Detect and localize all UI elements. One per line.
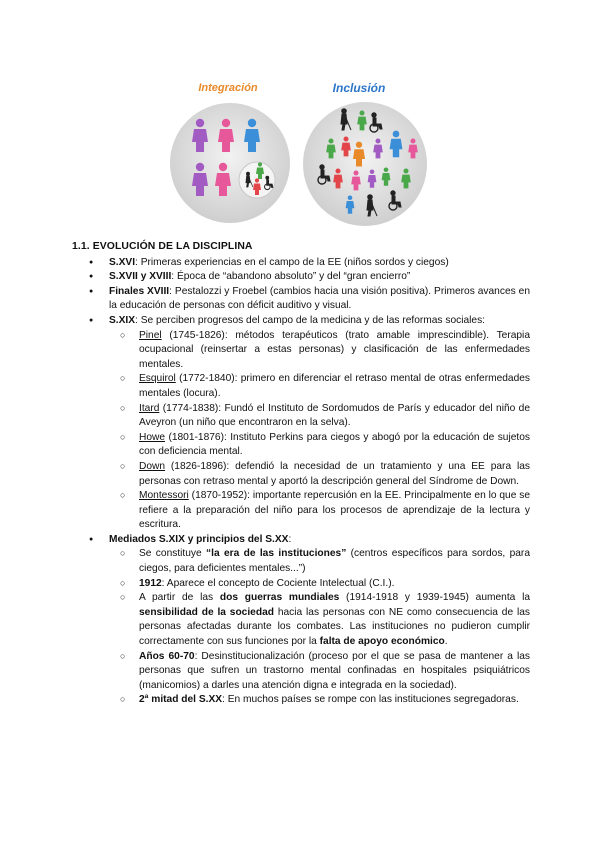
- sublist-item-pinel: ○ Pinel (1745-1826): métodos terapéuticos (trato amable imprescindible). Terapia ocupacional (reinsertar a estas personas) y clasificación de las enfermedades mentales.: [109, 329, 530, 373]
- sublist-item-1912: ○ 1912: Aparece el concepto de Cociente Intelectual (C.I.).: [109, 577, 530, 592]
- evolution-list: [72, 256, 530, 708]
- sublist-item-6070: ○ Años 60-70: Desinstitucionalización (proceso por el que se pasa de mantener a las personas que sufren un trastorno mental confinadas en hospitales psiquiátricos (manicomios) a darles una atención digna e integrada en la sociedad).: [109, 650, 530, 694]
- document-body: [72, 240, 530, 708]
- sublist-item-itard: ○ Itard (1774-1838): Fundó el Instituto de Sordomudos de París y educador del niño de Aveyron (un niño que encontraron en la selva).: [109, 402, 530, 431]
- inclusion-label: Inclusión: [332, 81, 386, 95]
- list-item-mediados: ● Mediados S.XIX y principios del S.XX: ○ Se constituye “la era de las instituciones” (centros específicos para sordos, para ciegos, para deficientes mentales...”) ○ 1912: Aparece el concepto de Cociente Intelectual (C.I.). ○ A partir de las dos guerras mundiales (1914-1918 y 1939-1945) aumenta la sensibilidad de la sociedad hacia las personas con NE como consecuencia de las personas afectadas durante los combates. Las instituciones no pudieron cumplir correctamente con sus funciones por la falta de apoyo económico. ○ Años 60-70: Desinstitucionalización (proceso por el que se pasa de mantener a las personas que sufren un trastorno mental confinadas en hospitales psiquiátricos (manicomios) a darles una atención digna e integrada en la sociedad). ○ 2ª mitad del S.XX: En muchos países se rompe con las instituciones segregadoras.: [72, 533, 530, 708]
- integration-label: Integración: [198, 82, 258, 94]
- sublist-item-esquirol: ○ Esquirol (1772-1840): primero en diferenciar el retraso mental de otras enfermedades mentales (locura).: [109, 372, 530, 401]
- list-item-s16: ● S.XVI: Primeras experiencias en el campo de la EE (niños sordos y ciegos): [72, 256, 530, 271]
- mediados-sublist: [109, 547, 530, 708]
- inclusion-circle: [303, 102, 427, 226]
- list-item-s17-18: ● S.XVII y XVIII: Época de “abandono absoluto” y del “gran encierro”: [72, 270, 530, 285]
- sublist-item-guerras: ○ A partir de las dos guerras mundiales (1914-1918 y 1939-1945) aumenta la sensibilidad de la sociedad hacia las personas con NE como consecuencia de las personas afectadas durante los combates. Las instituciones no pudieron cumplir correctamente con sus funciones por la falta de apoyo económico.: [109, 591, 530, 649]
- list-item-finales-18: ● Finales XVIII: Pestalozzi y Froebel (cambios hacia una visión positiva). Primeros avances en la educación de personas con déficit auditivo y visual.: [72, 285, 530, 314]
- integration-circle: [170, 103, 290, 223]
- s19-sublist: [109, 329, 530, 533]
- sublist-item-era: ○ Se constituye “la era de las instituciones” (centros específicos para sordos, para ciegos, para deficientes mentales...”): [109, 547, 530, 576]
- sublist-item-mitad-20: ○ 2ª mitad del S.XX: En muchos países se rompe con las instituciones segregadoras.: [109, 693, 530, 708]
- sublist-item-montessori: ○ Montessori (1870-1952): importante repercusión en la EE. Principalmente en lo que se refiere a la preparación del niño para los procesos de aprendizaje de la lectura y escritura.: [109, 489, 530, 533]
- list-item-s19: ● S.XIX: Se perciben progresos del campo de la medicina y de las reformas sociales: ○ Pinel (1745-1826): métodos terapéuticos (trato amable imprescindible). Terapia ocupacional (reinsertar a estas personas) y clasificación de las enfermedades mentales. ○ Esquirol (1772-1840): primero en diferenciar el retraso mental de otras enfermedades mentales (locura). ○ Itard (1774-1838): Fundó el Instituto de Sordomudos de París y educador del niño de Aveyron (un niño que encontraron en la selva). ○ Howe (1801-1876): Instituto Perkins para ciegos y abogó por la educación de sujetos con deficiencia mental. ○ Down (1826-1896): defendió la necesidad de un tratamiento y una EE para las personas con retraso mental y aportó la descripción general del Síndrome de Down. ○ Montessori (1870-1952): importante repercusión en la EE. Principalmente en lo que se refiere a la preparación del niño para los procesos de aprendizaje de la lectura y escritura.: [72, 314, 530, 533]
- integration-inclusion-figure: [168, 76, 438, 228]
- sublist-item-howe: ○ Howe (1801-1876): Instituto Perkins para ciegos y abogó por la educación de sujetos con deficiencia mental.: [109, 431, 530, 460]
- section-title: 1.1. EVOLUCIÓN DE LA DISCIPLINA: [72, 241, 253, 252]
- sublist-item-down: ○ Down (1826-1896): defendió la necesidad de un tratamiento y una EE para las personas con retraso mental y aportó la descripción general del Síndrome de Down.: [109, 460, 530, 489]
